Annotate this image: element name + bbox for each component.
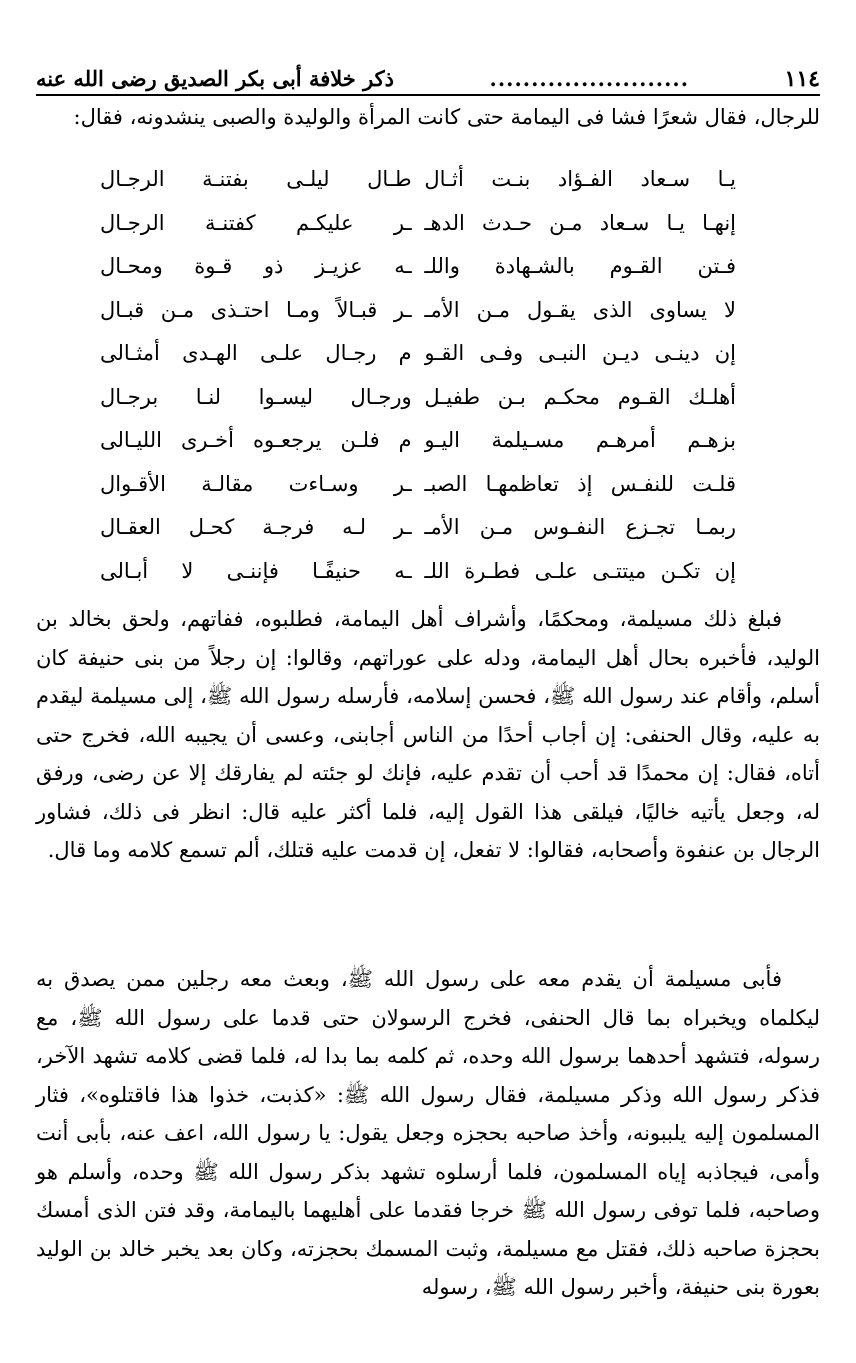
verse-first-hemistich: إنهـا يـا سـعاد مـن حـدث الدهـ bbox=[424, 210, 736, 235]
verse-first-hemistich: فـتن القـوم بالشـهادة واللـ bbox=[424, 254, 736, 278]
verse-second-hemistich: طـال ليلـى بفتنـة الرجـال bbox=[100, 167, 412, 191]
verse-first-hemistich: ربمـا تجـزع النفـوس مـن الأمـ bbox=[424, 515, 736, 539]
header-title: ذكر خلافة أبى بكر الصديق رضى الله عنه bbox=[36, 66, 395, 91]
running-header bbox=[36, 58, 820, 96]
verse-second-hemistich: ـر وسـاءت مقالـة الأقـوال bbox=[100, 471, 412, 496]
verse-second-hemistich: ـه عزيـز ذو قـوة ومحـال bbox=[100, 254, 412, 278]
verse-first-hemistich: بزهـم أمرهـم مسـيلمة اليـو bbox=[424, 428, 736, 452]
verse-first-hemistich: قلـت للنفـس إذ تعاظمهـا الصبـ bbox=[424, 471, 736, 496]
verse-first-hemistich: إن تكـن ميتتـى علـى فطـرة اللـ bbox=[424, 558, 736, 583]
verse-second-hemistich: ـر عليكـم كفتنـة الرجـال bbox=[100, 210, 412, 235]
verse-second-hemistich: ـر قبـالاً ومـا احتـذى مـن قبـال bbox=[100, 297, 412, 322]
poem-verse bbox=[100, 202, 736, 246]
poem bbox=[100, 158, 736, 593]
intro-line: للرجال، فقال شعرًا فشا فى اليمامة حتى كانت المرأة والوليدة والصبى ينشدونه، فقال: bbox=[73, 105, 820, 129]
verse-second-hemistich: م فلـن يرجعـوه أخـرى الليـالى bbox=[100, 428, 412, 452]
poem-verse bbox=[100, 376, 736, 420]
verse-first-hemistich: لا يساوى الذى يقـول مـن الأمـ bbox=[424, 297, 736, 322]
verse-second-hemistich: م رجـال علـى الهـدى أمثـالى bbox=[100, 341, 412, 365]
poem-verse bbox=[100, 463, 736, 507]
header-leader-dots: ........................ bbox=[489, 66, 690, 91]
poem-verse bbox=[100, 158, 736, 202]
poem-verse bbox=[100, 506, 736, 550]
body-paragraph: فبلغ ذلك مسيلمة، ومحكمًا، وأشراف أهل اليمامة، فطلبوه، ففاتهم، ولحق بخالد بن الوليد، فأخبره بحال أهل اليمامة، ودله على عوراتهم، وقالوا: إن رجلاً من بنى حنيفة كان أسلم، وأقام عند رسول الله ﷺ، فحسن إسلامه، فأرسله رسول الله ﷺ، إلى مسيلمة ليقدم به عليه، وقال الحنفى: إن أجاب أحدًا من الناس أجابنى، وعسى أن يجيبه الله، فخرج حتى أتاه، فقال: إن محمدًا قد أحب أن تقدم عليه، فإنك لو جئته لم يفارقك إلا عن رضى، ورفق له، وجعل يأتيه خاليًا، فيلقى هذا القول إليه، فلما أكثر عليه قال: انظر فى ذلك، فشاور الرجال بن عنفوة وأصحابه، فقالوا: لا تفعل، إن قدمت عليه قتلك، ألم تسمع كلامه وما قال. bbox=[36, 607, 820, 862]
poem-verse bbox=[100, 550, 736, 594]
body-paragraph: فأبى مسيلمة أن يقدم معه على رسول الله ﷺ، وبعث معه رجلين ممن يصدق به ليكلماه ويخبراه بما قال الحنفى، فخرج الرسولان حتى قدما على رسول الله ﷺ، مع رسوله، فتشهد أحدهما برسول الله وحده، ثم كلمه بما بدا له، فلما قضى كلامه تشهد الآخر، فذكر رسول الله وذكر مسيلمة، فقال رسول الله ﷺ: «كذبت، خذوا هذا فاقتلوه»، فثار المسلمون إليه يلببونه، وأخذ صاحبه بحجزه وجعل يقول: يا رسول الله، اعف عنه، بأبى أنت وأمى، فيجاذبه إياه المسلمون، فلما أرسلوه تشهد بذكر رسول الله ﷺ وحده، وأسلم هو وصاحبه، فلما توفى رسول الله ﷺ خرجا فقدما على أهليهما باليمامة، وقد فتن الذى أمسك بحجزة صاحبه ذلك، فقتل مع مسيلمة، وثبت المسمك بحجزته، وكان بعد يخبر خالد بن الوليد بعورة بنى حنيفة، وأخبر رسول الله ﷺ، رسوله bbox=[36, 967, 820, 1299]
verse-second-hemistich: ـه حنيفًـا فإننـى لا أبـالى bbox=[100, 558, 412, 583]
poem-verse bbox=[100, 419, 736, 463]
page-number: ١١٤ bbox=[784, 66, 820, 92]
verse-second-hemistich: ـر لـه فرجـة كحـل العقـال bbox=[100, 515, 412, 539]
verse-first-hemistich: أهلـك القـوم محكـم بـن طفيـل bbox=[424, 384, 736, 409]
verse-first-hemistich: إن دينـى ديـن النبـى وفـى القـو bbox=[424, 341, 736, 365]
verse-first-hemistich: يـا سـعاد الفـؤاد بنـت أثـال bbox=[424, 167, 736, 191]
poem-verse bbox=[100, 332, 736, 376]
verse-second-hemistich: ورجـال ليسـوا لنـا برجـال bbox=[100, 384, 412, 409]
poem-verse bbox=[100, 289, 736, 333]
poem-verse bbox=[100, 245, 736, 289]
